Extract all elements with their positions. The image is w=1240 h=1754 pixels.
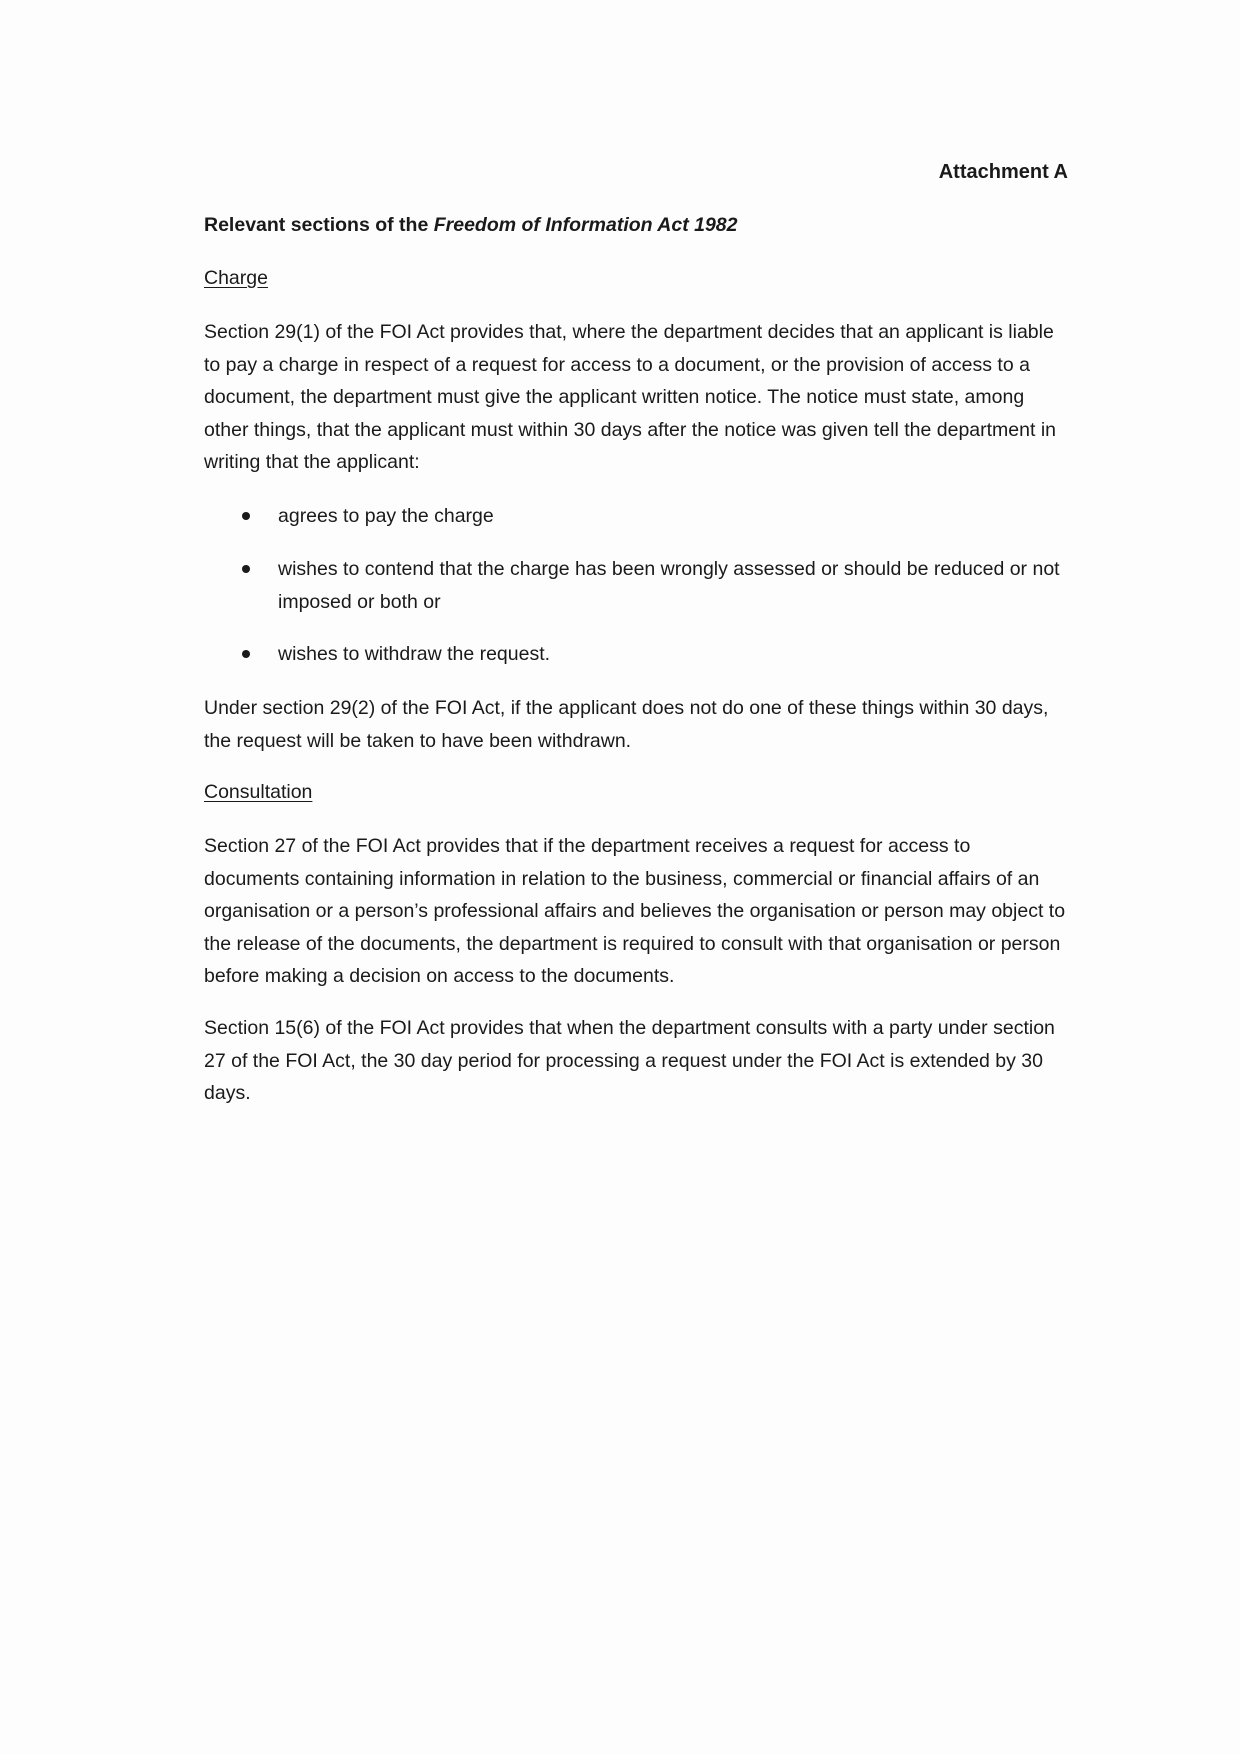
bullet-dot-icon bbox=[242, 512, 250, 520]
act-title: Freedom of Information Act 1982 bbox=[433, 214, 738, 236]
bullet-text: wishes to contend that the charge has been wrongly assessed or should be reduced or not imposed or both or bbox=[278, 558, 1060, 613]
attachment-label: Attachment A bbox=[938, 161, 1068, 183]
consultation-paragraph-1: Section 27 of the FOI Act provides that if the department receives a request for access to documents containing information in relation to the business, commercial or financial affairs of an organisation or a person’s professional affairs and believes the organisation or person may object to the release of the documents, the department is required to consult with that organisation or person before making a decision on access to the documents. bbox=[204, 835, 1066, 987]
bullet-dot-icon bbox=[242, 650, 250, 658]
bullet-text: agrees to pay the charge bbox=[278, 505, 494, 527]
bullet-dot-icon bbox=[242, 565, 250, 573]
charge-paragraph-1: Section 29(1) of the FOI Act provides that, where the department decides that an applicant is liable to pay a charge in respect of a request for access to a document, or the provision of access to a document, the department must give the applicant written notice. The notice must state, among other things, that the applicant must within 30 days after the notice was given tell the department in writing that the applicant: bbox=[204, 321, 1056, 473]
heading-prefix: Relevant sections of the bbox=[204, 214, 434, 236]
bullet-text: wishes to withdraw the request. bbox=[278, 643, 551, 665]
consultation-subheading: Consultation bbox=[204, 781, 313, 803]
document-heading bbox=[204, 209, 737, 241]
consultation-paragraph-2: Section 15(6) of the FOI Act provides that when the department consults with a party under section 27 of the FOI Act, the 30 day period for processing a request under the FOI Act is extended by 30 days. bbox=[204, 1017, 1055, 1104]
charge-subheading: Charge bbox=[204, 267, 268, 289]
charge-paragraph-2: Under section 29(2) of the FOI Act, if the applicant does not do one of these things within 30 days, the request will be taken to have been withdrawn. bbox=[204, 697, 1049, 752]
